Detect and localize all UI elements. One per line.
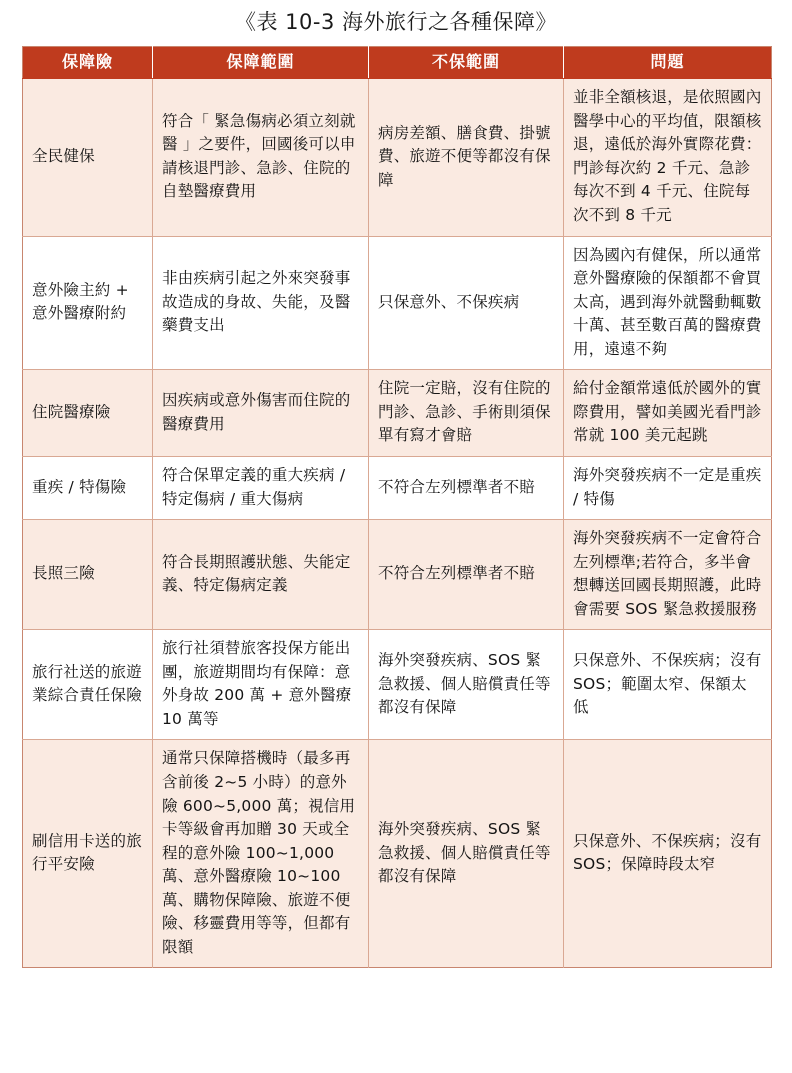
cell-coverage-scope: 通常只保障搭機時（最多再含前後 2~5 小時）的意外險 600~5,000 萬；視信用卡等級會再加贈 30 天或全程的意外險 100~1,000 萬、意外醫療險 10~100 萬、購物保障險、旅遊不便險、移靈費用等等，但都有限額 (153, 740, 369, 968)
cell-issues: 給付金額常遠低於國外的實際費用，譬如美國光看門診常就 100 美元起跳 (564, 370, 772, 457)
cell-issues: 只保意外、不保疾病；沒有 SOS；保障時段太窄 (564, 740, 772, 968)
cell-issues: 因為國內有健保，所以通常意外醫療險的保額都不會買太高，遇到海外就醫動輒數十萬、甚至數百萬的醫療費用，遠遠不夠 (564, 236, 772, 370)
column-header-coverage-scope: 保障範圍 (153, 47, 369, 79)
column-header-issues: 問題 (564, 47, 772, 79)
cell-exclusions: 海外突發疾病、SOS 緊急救援、個人賠償責任等都沒有保障 (369, 740, 564, 968)
table-row (23, 79, 772, 236)
table-body (23, 79, 772, 968)
cell-coverage-scope: 符合保單定義的重大疾病 / 特定傷病 / 重大傷病 (153, 456, 369, 519)
column-header-exclusions: 不保範圍 (369, 47, 564, 79)
table-row (23, 740, 772, 968)
cell-issues: 並非全額核退，是依照國內醫學中心的平均值，限額核退，遠低於海外實際花費：門診每次約 2 千元、急診每次不到 4 千元、住院每次不到 8 千元 (564, 79, 772, 236)
cell-exclusions: 海外突發疾病、SOS 緊急救援、個人賠償責任等都沒有保障 (369, 630, 564, 740)
column-header-insurance-type: 保障險 (23, 47, 153, 79)
cell-exclusions: 病房差額、膳食費、掛號費、旅遊不便等都沒有保障 (369, 79, 564, 236)
table-header-row (23, 47, 772, 79)
cell-coverage-scope: 旅行社須替旅客投保方能出團，旅遊期間均有保障：意外身故 200 萬 + 意外醫療 10 萬等 (153, 630, 369, 740)
overseas-travel-coverage-table (22, 46, 772, 968)
cell-issues: 只保意外、不保疾病；沒有 SOS；範圍太窄、保額太低 (564, 630, 772, 740)
cell-exclusions: 住院一定賠，沒有住院的門診、急診、手術則須保單有寫才會賠 (369, 370, 564, 457)
cell-coverage-scope: 符合長期照護狀態、失能定義、特定傷病定義 (153, 520, 369, 630)
cell-insurance-type: 旅行社送的旅遊業綜合責任保險 (23, 630, 153, 740)
cell-insurance-type: 全民健保 (23, 79, 153, 236)
cell-insurance-type: 刷信用卡送的旅行平安險 (23, 740, 153, 968)
table-row (23, 520, 772, 630)
cell-coverage-scope: 非由疾病引起之外來突發事故造成的身故、失能，及醫藥費支出 (153, 236, 369, 370)
page-title: 《表 10-3 海外旅行之各種保障》 (234, 10, 557, 34)
cell-insurance-type: 長照三險 (23, 520, 153, 630)
cell-coverage-scope: 因疾病或意外傷害而住院的醫療費用 (153, 370, 369, 457)
cell-exclusions: 不符合左列標準者不賠 (369, 520, 564, 630)
cell-insurance-type: 住院醫療險 (23, 370, 153, 457)
cell-issues: 海外突發疾病不一定是重疾 / 特傷 (564, 456, 772, 519)
cell-insurance-type: 重疾 / 特傷險 (23, 456, 153, 519)
table-row (23, 456, 772, 519)
table-row (23, 370, 772, 457)
table-header (23, 47, 772, 79)
cell-coverage-scope: 符合「 緊急傷病必須立刻就醫 」之要件，回國後可以申請核退門診、急診、住院的自墊醫療費用 (153, 79, 369, 236)
cell-insurance-type: 意外險主約 + 意外醫療附約 (23, 236, 153, 370)
cell-exclusions: 不符合左列標準者不賠 (369, 456, 564, 519)
table-row (23, 236, 772, 370)
table-row (23, 630, 772, 740)
table-container (0, 46, 792, 968)
cell-exclusions: 只保意外、不保疾病 (369, 236, 564, 370)
cell-issues: 海外突發疾病不一定會符合左列標準;若符合，多半會想轉送回國長期照護，此時會需要 SOS 緊急救援服務 (564, 520, 772, 630)
